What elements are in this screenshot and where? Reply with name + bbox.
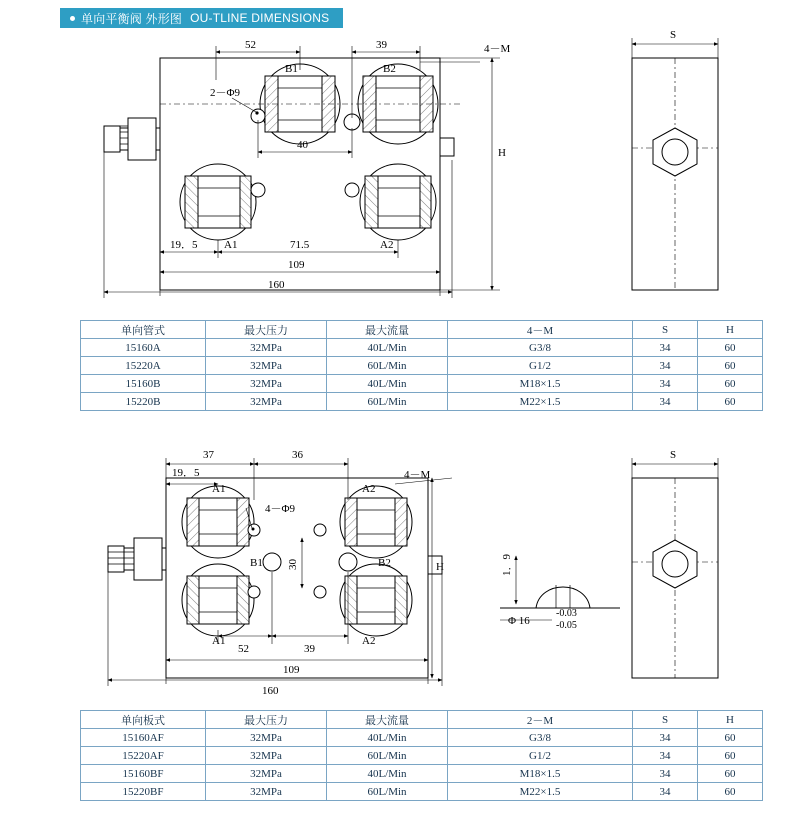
fig1-label-b1: B1 [285,63,298,75]
table1-cell: 32MPa [206,375,327,393]
fig1-label-b2: B2 [383,63,396,75]
table2-cell: 15220BF [81,783,206,801]
table1-cell: 34 [633,393,698,411]
spec-table-plate-type [80,710,763,801]
table2-cell: 40L/Min [327,729,448,747]
fig1-dim-4m: 4－M [484,43,511,55]
table2-cell: 40L/Min [327,765,448,783]
table2-cell: 32MPa [206,747,327,765]
table2-cell: 34 [633,729,698,747]
fig1-dim-195: 19．5 [170,239,198,251]
fig2-dim-4m: 4－M [404,469,431,481]
fig1-dim-160: 160 [268,279,285,291]
table2-header-3: 2－M [448,711,633,729]
table1-cell: 32MPa [206,393,327,411]
table1-cell: 60L/Min [327,393,448,411]
fig1-dim-h: H [498,147,506,159]
fig2-dim-195: 19．5 [172,467,200,479]
fig2-label-b1: B1 [250,557,263,569]
table-row [81,747,763,765]
table2-cell: G1/2 [448,747,633,765]
table1-cell: G1/2 [448,357,633,375]
table1-cell: 15160A [81,339,206,357]
table2-header-0: 单向板式 [81,711,206,729]
table1-header-4: S [633,321,698,339]
fig2-dim-tol-upper: -0.03 [556,608,577,619]
table1-header-1: 最大压力 [206,321,327,339]
table1-header-3: 4－M [448,321,633,339]
table2-cell: 60 [698,783,763,801]
table-row [81,393,763,411]
table2-cell: 60L/Min [327,783,448,801]
table2-cell: M18×1.5 [448,765,633,783]
table-row [81,711,763,729]
table-row [81,375,763,393]
table-row [81,729,763,747]
table2-cell: 32MPa [206,729,327,747]
table-row [81,783,763,801]
fig1-dim-39: 39 [376,39,387,51]
fig2-dim-4phi9: 4－Φ9 [265,503,296,515]
fig2-dim-phi16: Φ 16 [508,615,530,627]
table1-cell: 15220B [81,393,206,411]
table2-cell: 32MPa [206,783,327,801]
table1-header-2: 最大流量 [327,321,448,339]
fig2-dim-30: 30 [287,559,299,570]
fig2-side-view [632,449,718,678]
table-row [81,339,763,357]
table2-cell: G3/8 [448,729,633,747]
fig2-dim-160: 160 [262,685,279,697]
table1-cell: 34 [633,339,698,357]
table2-header-5: H [698,711,763,729]
table-row [81,321,763,339]
table2-cell: 32MPa [206,765,327,783]
header-title-cn: 单向平衡阀 外形图 [81,11,183,26]
table2-cell: M22×1.5 [448,783,633,801]
table1-cell: 60 [698,393,763,411]
fig2-dim-37: 37 [203,449,214,461]
table2-cell: 60L/Min [327,747,448,765]
table2-cell: 34 [633,783,698,801]
fig2-dim-109: 109 [283,664,300,676]
fig2-label-a1-bot: A1 [212,635,226,647]
table1-cell: 32MPa [206,339,327,357]
table1-cell: 15160B [81,375,206,393]
fig2-label-a2-top: A2 [362,483,376,495]
header-title-en: OU-TLINE DIMENSIONS [190,11,330,25]
table2-header-2: 最大流量 [327,711,448,729]
fig1-dim-52: 52 [245,39,256,51]
table1-cell: 60 [698,357,763,375]
fig2-dim-36: 36 [292,449,303,461]
table1-cell: 40L/Min [327,375,448,393]
table2-body [81,711,763,801]
fig2-dim-52: 52 [238,643,249,655]
table-row [81,765,763,783]
table1-cell: M18×1.5 [448,375,633,393]
table2-header-4: S [633,711,698,729]
table1-body [81,321,763,411]
spec-table-pipe-type [80,320,763,411]
fig2-label-a2-bot: A2 [362,635,376,647]
table1-cell: 34 [633,375,698,393]
table2-cell: 15160BF [81,765,206,783]
fig1-dim-109: 109 [288,259,305,271]
table1-cell: 34 [633,357,698,375]
fig1-body [104,58,460,290]
fig1-label-a2: A2 [380,239,394,251]
table1-cell: 40L/Min [327,339,448,357]
table1-header-5: H [698,321,763,339]
table2-cell: 60 [698,765,763,783]
fig2-dim-39: 39 [304,643,315,655]
fig1-label-a1: A1 [224,239,238,251]
table2-cell: 34 [633,765,698,783]
table2-cell: 15160AF [81,729,206,747]
fig1-dim-40: 40 [297,139,308,151]
fig1-dim-s: S [670,29,677,41]
table-row [81,357,763,375]
table2-cell: 60 [698,729,763,747]
table1-cell: G3/8 [448,339,633,357]
fig2-label-b2: B2 [378,557,391,569]
table1-cell: M22×1.5 [448,393,633,411]
table2-cell: 34 [633,747,698,765]
table1-cell: 60 [698,375,763,393]
table1-cell: 60 [698,339,763,357]
fig2-dim-tol-lower: -0.05 [556,620,577,631]
table1-cell: 32MPa [206,357,327,375]
fig2-dim-s: S [670,449,677,461]
table1-cell: 15220A [81,357,206,375]
table2-cell: 60 [698,747,763,765]
fig1-dim-715: 71.5 [290,239,310,251]
fig1-dim-2phi9: 2－Φ9 [210,87,241,99]
table2-cell: 15220AF [81,747,206,765]
table2-header-1: 最大压力 [206,711,327,729]
fig2-detail-seal [500,554,620,631]
fig1-side-view [632,29,718,290]
fig2-label-a1-top: A1 [212,483,226,495]
table1-header-0: 单向管式 [81,321,206,339]
fig2-dim-h: H [436,561,444,573]
table1-cell: 60L/Min [327,357,448,375]
fig2-dim-19: 1．9 [501,554,513,576]
